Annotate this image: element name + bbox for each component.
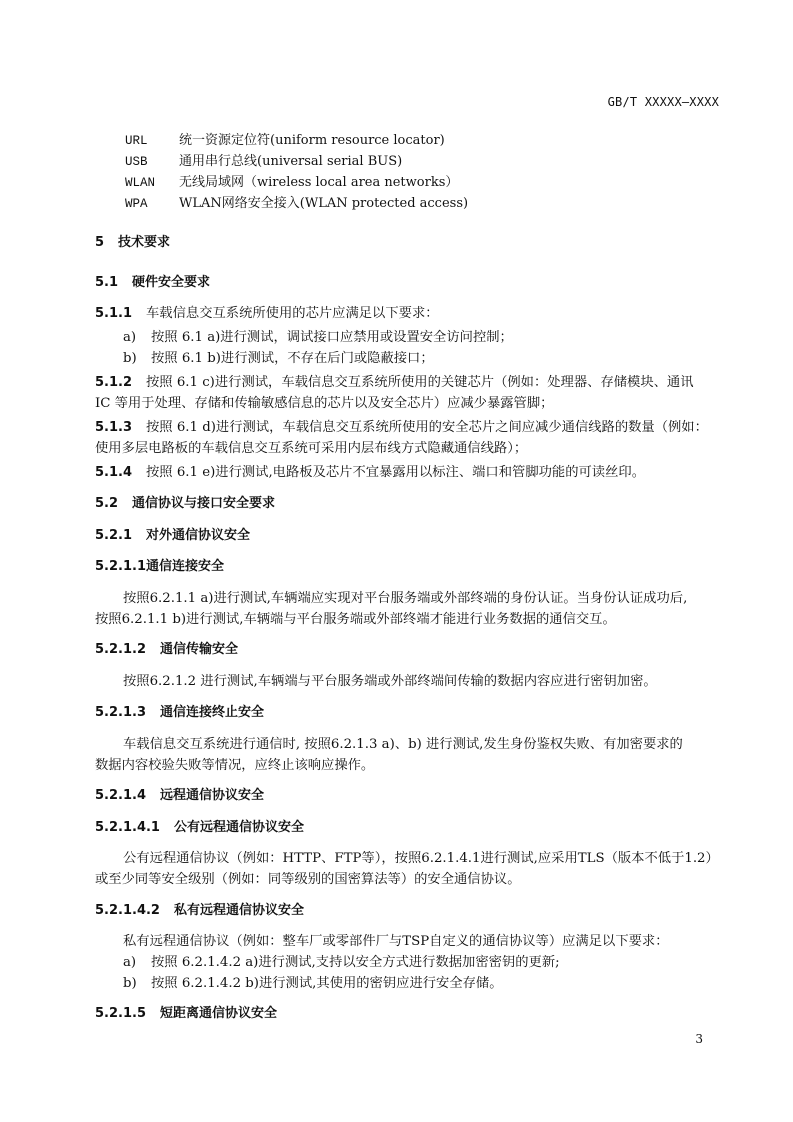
abbreviation-definition: 通用串行总线(universal serial BUS) (179, 154, 403, 169)
abbreviation-definition: 统一资源定位符(uniform resource locator) (179, 133, 445, 148)
section-5-heading (95, 233, 719, 253)
section-5-2-1-heading (95, 526, 719, 546)
list-marker: b) (123, 351, 137, 366)
section-number: 5.2 (95, 496, 119, 511)
abbreviation-definition: WLAN网络安全接入(WLAN protected access) (179, 196, 469, 211)
page-number: 3 (695, 1032, 703, 1046)
abbreviation-item (125, 172, 468, 193)
abbreviation-term: WLAN (125, 176, 156, 190)
section-title: 通信协议与接口安全要求 (132, 496, 276, 511)
list-item (123, 328, 719, 348)
section-title: 硬件安全要求 (132, 275, 211, 290)
list-item (123, 974, 719, 994)
section-title: 通信传输安全 (160, 642, 239, 657)
section-number: 5.2.1.4 (95, 788, 146, 803)
list-item-text: 按照 6.2.1.4.2 b)进行测试,其使用的密钥应进行安全存储。 (151, 976, 503, 991)
clause-continuation: IC 等用于处理、存储和传输敏感信息的芯片以及安全芯片）应减少暴露管脚； (95, 396, 554, 411)
section-title: 远程通信协议安全 (160, 788, 265, 803)
list-item (123, 349, 719, 369)
section-number: 5.2.1.4.1 (95, 820, 160, 835)
section-5-2-1-4-2-heading (95, 901, 719, 921)
document-id: GB/T XXXXX—XXXX (607, 95, 719, 109)
section-number: 5.2.1.1 (95, 559, 146, 574)
section-5-2-1-5-heading (95, 1004, 719, 1024)
section-number: 5.2.1.2 (95, 642, 146, 657)
abbreviation-item (125, 151, 468, 172)
section-title: 公有远程通信协议安全 (173, 820, 304, 835)
section-5-2-1-2-heading (95, 640, 719, 660)
list-item (123, 953, 719, 973)
clause-text: 按照 6.1 d)进行测试，车载信息交互系统所使用的安全芯片之间应减少通信线路的数量（例如： (146, 420, 708, 435)
paragraph: 车载信息交互系统进行通信时, 按照6.2.1.3 a)、b) 进行测试,发生身份鉴权失败、有加密要求的 (123, 737, 683, 752)
section-number: 5.2.1.4.2 (95, 903, 160, 918)
section-5-2-1-4-1-heading (95, 818, 719, 838)
clause-5-1-1 (95, 304, 719, 324)
clause-text: 按照 6.1 e)进行测试,电路板及芯片不宜暴露用以标注、端口和管脚功能的可读丝印。 (146, 465, 645, 480)
clause-text: 按照 6.1 c)进行测试，车载信息交互系统所使用的关键芯片（例如：处理器、存储模块、通讯 (146, 375, 694, 390)
list-marker: a) (123, 955, 137, 970)
section-title: 通信连接安全 (146, 559, 225, 574)
section-5-1-heading (95, 273, 719, 293)
paragraph: 按照6.2.1.1 a)进行测试,车辆端应实现对平台服务端或外部终端的身份认证。当身份认证成功后, (123, 591, 688, 606)
paragraph: 私有远程通信协议（例如：整车厂或零部件厂与TSP自定义的通信协议等）应满足以下要求： (123, 934, 669, 949)
clause-5-1-2 (95, 373, 719, 393)
paragraph: 按照6.2.1.2 进行测试,车辆端与平台服务端或外部终端间传输的数据内容应进行密钥加密。 (123, 674, 657, 689)
section-title: 通信连接终止安全 (160, 705, 265, 720)
paragraph-continuation: 或至少同等安全级别（例如：同等级别的国密算法等）的安全通信协议。 (95, 872, 521, 887)
clause-number: 5.1.1 (95, 306, 133, 321)
clause-number: 5.1.4 (95, 465, 133, 480)
clause-number: 5.1.3 (95, 420, 133, 435)
abbreviation-term: URL (125, 134, 148, 148)
section-number: 5.1 (95, 275, 119, 290)
abbreviation-item (125, 130, 468, 151)
paragraph-continuation: 按照6.2.1.1 b)进行测试,车辆端与平台服务端或外部终端才能进行业务数据的通信交互。 (95, 612, 616, 627)
clause-text: 车载信息交互系统所使用的芯片应满足以下要求： (146, 306, 439, 321)
list-item-text: 按照 6.1 a)进行测试，调试接口应禁用或设置安全访问控制； (151, 330, 513, 345)
abbreviation-term: WPA (125, 197, 148, 211)
list-item-text: 按照 6.1 b)进行测试，不存在后门或隐蔽接口； (151, 351, 434, 366)
section-number: 5.2.1.5 (95, 1006, 146, 1021)
abbreviation-term: USB (125, 155, 148, 169)
clause-5-1-3 (95, 418, 719, 438)
section-5-2-1-4-heading (95, 786, 719, 806)
clause-5-1-4 (95, 463, 719, 483)
section-5-2-1-1-heading (95, 557, 719, 577)
paragraph-continuation: 数据内容校验失败等情况，应终止该响应操作。 (95, 758, 375, 773)
section-title: 技术要求 (118, 235, 171, 250)
abbreviation-definition: 无线局域网（wireless local area networks） (179, 175, 459, 190)
section-number: 5.2.1 (95, 528, 133, 543)
section-title: 短距离通信协议安全 (160, 1006, 278, 1021)
abbreviation-list (125, 130, 468, 214)
section-number: 5 (95, 235, 105, 250)
section-title: 私有远程通信协议安全 (173, 903, 304, 918)
section-title: 对外通信协议安全 (146, 528, 251, 543)
list-item-text: 按照 6.2.1.4.2 a)进行测试,支持以安全方式进行数据加密密钥的更新; (151, 955, 560, 970)
section-5-2-heading (95, 494, 719, 514)
list-marker: b) (123, 976, 137, 991)
paragraph: 公有远程通信协议（例如：HTTP、FTP等），按照6.2.1.4.1进行测试,应采用TLS（版本不低于1.2） (123, 851, 719, 866)
section-5-2-1-3-heading (95, 703, 719, 723)
clause-continuation: 使用多层电路板的车载信息交互系统可采用内层布线方式隐藏通信线路）； (95, 441, 528, 456)
section-number: 5.2.1.3 (95, 705, 146, 720)
list-marker: a) (123, 330, 137, 345)
abbreviation-item (125, 193, 468, 214)
clause-number: 5.1.2 (95, 375, 133, 390)
